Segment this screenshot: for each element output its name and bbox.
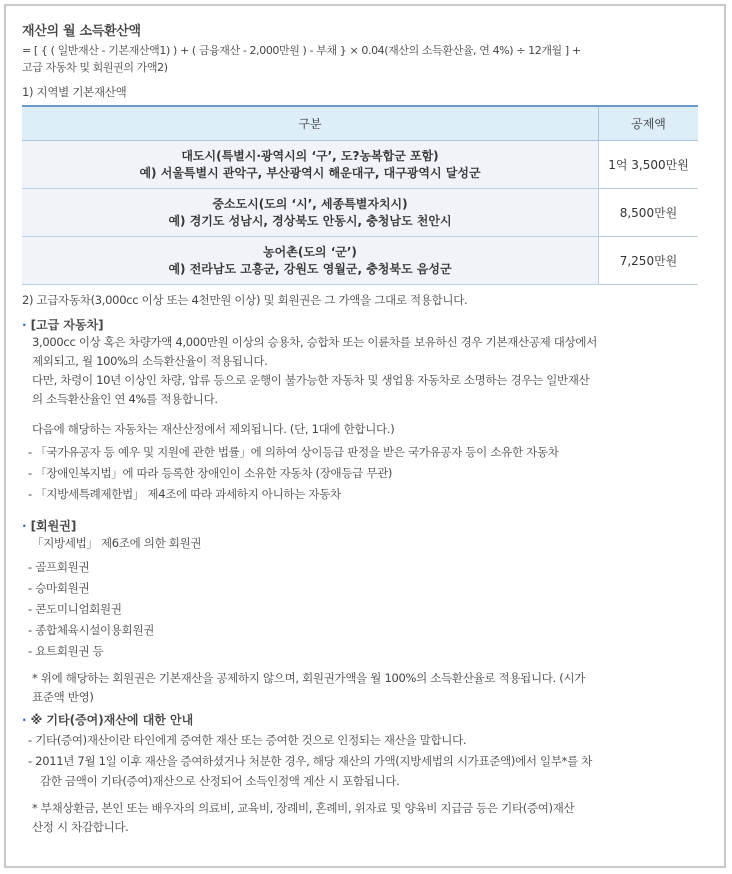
amount-cell: 8,500만원 xyxy=(599,189,699,237)
list-item: - 승마회원권 xyxy=(28,581,90,595)
footnote-2: 2) 고급자동차(3,000cc 이상 또는 4천만원 이상) 및 회원권은 그 가액을 그대로 적용합니다. xyxy=(22,293,468,307)
section-heading-membership xyxy=(22,517,698,534)
basic-property-table xyxy=(22,105,698,285)
region-example: 예) 전라남도 고흥군, 강원도 영월군, 충청북도 음성군 xyxy=(168,261,452,276)
region-example: 예) 서울특별시 관악구, 부산광역시 해운대구, 대구광역시 달성군 xyxy=(139,165,481,180)
list-item xyxy=(28,751,698,791)
bullet-icon: · xyxy=(22,519,27,533)
section-title: [고급 자동차] xyxy=(30,318,104,332)
text-line: - 2011년 7월 1일 이후 재산을 증여하셨거나 처분한 경우, 해당 재산의 가액(지방세법의 시가표준액)에서 일부*를 차 xyxy=(28,754,593,768)
page-title: 재산의 월 소득환산액 xyxy=(22,24,141,39)
content-frame xyxy=(4,4,726,868)
header-deduction: 공제액 xyxy=(599,106,699,141)
car-exclusion-intro: 다음에 해당하는 자동차는 재산산정에서 제외됩니다. (단, 1대에 한합니다.) xyxy=(32,422,395,436)
list-item: - 종합체육시설이용회원권 xyxy=(28,623,155,637)
region-example: 예) 경기도 성남시, 경상북도 안동시, 충청남도 천안시 xyxy=(168,213,452,228)
list-item: - 골프회원권 xyxy=(28,560,90,574)
text-line: 제외되고, 월 100%의 소득환산율이 적용됩니다. xyxy=(32,354,268,368)
text-line: * 위에 해당하는 회원권은 기본재산을 공제하지 않으며, 회원권가액을 월 100%의 소득환산율로 적용됩니다. (시가 xyxy=(32,671,586,685)
list-item: - 요트회원권 등 xyxy=(28,644,104,658)
list-item: - 「국가유공자 등 예우 및 지원에 관한 법률」에 의하여 상이등급 판정을 받은 국가유공자 등이 소유한 자동차 xyxy=(28,445,559,459)
membership-law: 「지방세법」 제6조에 의한 회원권 xyxy=(32,536,202,550)
section-title: ※ 기타(증여)재산에 대한 안내 xyxy=(30,713,194,727)
bullet-icon: · xyxy=(22,713,27,727)
region-cell xyxy=(22,141,599,189)
bullet-icon: · xyxy=(22,318,27,332)
list-item: - 「지방세특례제한법」 제4조에 따라 과세하지 아니하는 자동차 xyxy=(28,487,341,501)
section-heading-other xyxy=(22,711,698,728)
table-row xyxy=(22,189,698,237)
region-name: 대도시(특별시·광역시의 ‘구’, 도?농복합군 포함) xyxy=(181,148,439,163)
section-title: [회원권] xyxy=(30,519,77,533)
list-item: - 기타(증여)재산이란 타인에게 증여한 재산 또는 증여한 것으로 인정되는 재산을 말합니다. xyxy=(28,733,467,747)
region-cell xyxy=(22,237,599,285)
formula-line-1: = [ { ( 일반재산 - 기본재산액1) ) + ( 금융재산 - 2,000만원 ) - 부채 } × 0.04(재산의 소득환산율, 연 4%) ÷ 12개월 ] + xyxy=(22,44,581,57)
formula xyxy=(22,42,698,76)
text-line: 산정 시 차감합니다. xyxy=(32,820,129,834)
table-header-row xyxy=(22,106,698,141)
membership-note xyxy=(32,669,698,707)
table-caption: 1) 지역별 기본재산액 xyxy=(22,85,127,99)
text-line: 표준액 반영) xyxy=(32,690,94,704)
other-note xyxy=(32,799,698,837)
table-row xyxy=(22,237,698,285)
content-body xyxy=(22,20,698,837)
other-list xyxy=(22,730,698,791)
region-cell xyxy=(22,189,599,237)
text-line: 감한 금액이 기타(증여)재산으로 산정되어 소득인정액 계산 시 포함됩니다. xyxy=(40,774,400,788)
amount-cell: 1억 3,500만원 xyxy=(599,141,699,189)
text-line: * 부채상환금, 본인 또는 배우자의 의료비, 교육비, 장례비, 혼례비, 위자료 및 양육비 지급금 등은 기타(증여)재산 xyxy=(32,801,575,815)
region-name: 중소도시(도의 ‘시’, 세종특별자치시) xyxy=(212,196,408,211)
text-line: 3,000cc 이상 혹은 차량가액 4,000만원 이상의 승용차, 승합차 또는 이륜차를 보유하신 경우 기본재산공제 대상에서 xyxy=(32,335,598,349)
formula-line-2: 고급 자동차 및 회원권의 가액2) xyxy=(22,61,168,74)
car-paragraph-1 xyxy=(32,333,698,409)
header-category: 구분 xyxy=(22,106,599,141)
membership-list xyxy=(22,557,698,662)
text-line: 의 소득환산율인 연 4%를 적용합니다. xyxy=(32,392,218,406)
car-exclusion-list xyxy=(22,442,698,505)
region-name: 농어촌(도의 ‘군’) xyxy=(263,244,357,259)
list-item: - 「장애인복지법」에 따라 등록한 장애인이 소유한 자동차 (장애등급 무관) xyxy=(28,466,393,480)
text-line: 다만, 차령이 10년 이상인 차량, 압류 등으로 운행이 불가능한 자동차 및 생업용 자동차로 소명하는 경우는 일반재산 xyxy=(32,373,590,387)
amount-cell: 7,250만원 xyxy=(599,237,699,285)
section-heading-car xyxy=(22,316,698,333)
list-item: - 콘도미니엄회원권 xyxy=(28,602,122,616)
table-row xyxy=(22,141,698,189)
